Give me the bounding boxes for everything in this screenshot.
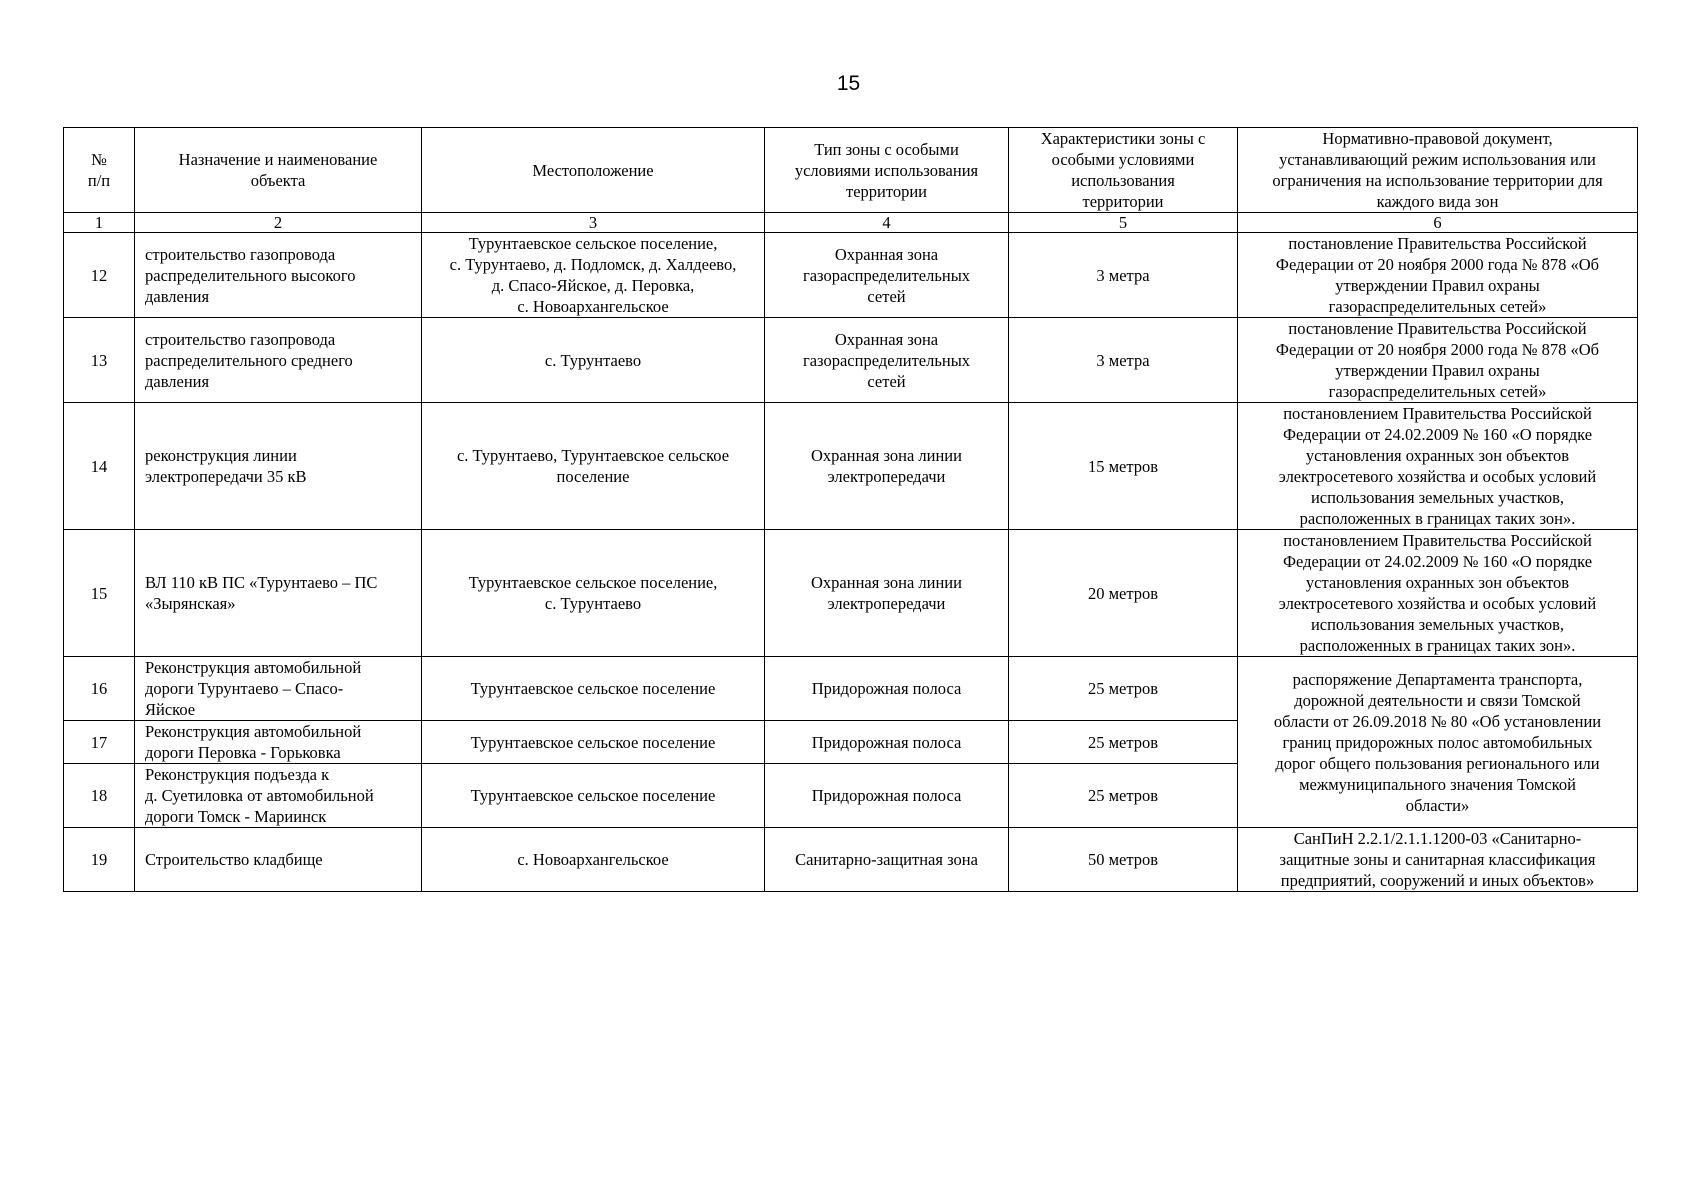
zone-characteristics: 25 метров [1009,657,1238,721]
column-number: 2 [135,213,422,233]
row-number: 17 [64,721,135,764]
row-number: 16 [64,657,135,721]
regulatory-document: постановление Правительства Российской Федерации от 20 ноября 2000 года № 878 «Об утверждении Правил охраны газораспределительных сетей» [1238,318,1638,403]
object-name: Реконструкция автомобильной дороги Турунтаево – Спасо- Яйское [135,657,422,721]
zone-type: Придорожная полоса [765,764,1009,828]
zone-type: Охранная зона газораспределительных сетей [765,233,1009,318]
header-cell-location: Местоположение [422,128,765,213]
zone-type: Охранная зона линии электропередачи [765,403,1009,530]
header-cell-characteristics: Характеристики зоны с особыми условиями использования территории [1009,128,1238,213]
header-cell-name: Назначение и наименование объекта [135,128,422,213]
object-location: с. Турунтаево, Турунтаевское сельское поселение [422,403,765,530]
zone-characteristics: 50 метров [1009,828,1238,892]
object-location: Турунтаевское сельское поселение, с. Турунтаево [422,530,765,657]
regulatory-document: постановлением Правительства Российской Федерации от 24.02.2009 № 160 «О порядке установления охранных зон объектов электросетевого хозяйства и особых условий использования земельных участков, расположенных в границах таких зон». [1238,530,1638,657]
column-number-row [64,213,1638,233]
column-number: 4 [765,213,1009,233]
object-location: Турунтаевское сельское поселение [422,721,765,764]
table-row [64,657,1638,721]
object-location: Турунтаевское сельское поселение [422,764,765,828]
zone-characteristics: 3 метра [1009,318,1238,403]
zone-characteristics: 3 метра [1009,233,1238,318]
row-number: 18 [64,764,135,828]
zone-type: Придорожная полоса [765,657,1009,721]
object-location: Турунтаевское сельское поселение [422,657,765,721]
table-row [64,828,1638,892]
object-name: Реконструкция автомобильной дороги Перовка - Горьковка [135,721,422,764]
row-number: 15 [64,530,135,657]
row-number: 14 [64,403,135,530]
table-row [64,530,1638,657]
object-name: ВЛ 110 кВ ПС «Турунтаево – ПС «Зырянская» [135,530,422,657]
object-name: Реконструкция подъезда к д. Суетиловка от автомобильной дороги Томск - Мариинск [135,764,422,828]
column-number: 6 [1238,213,1638,233]
header-cell-document: Нормативно-правовой документ, устанавливающий режим использования или ограничения на использование территории для каждого вида зон [1238,128,1638,213]
object-location: Турунтаевское сельское поселение, с. Турунтаево, д. Подломск, д. Халдеево, д. Спасо-Яйское, д. Перовка, с. Новоархангельское [422,233,765,318]
zone-characteristics: 25 метров [1009,764,1238,828]
zone-type: Охранная зона линии электропередачи [765,530,1009,657]
table-row [64,318,1638,403]
row-number: 12 [64,233,135,318]
table-row [64,403,1638,530]
column-number: 1 [64,213,135,233]
regulatory-document-merged: распоряжение Департамента транспорта, дорожной деятельности и связи Томской области от 26.09.2018 № 80 «Об установлении границ придорожных полос автомобильных дорог общего пользования регионального или межмуниципального значения Томской области» [1238,657,1638,828]
row-number: 13 [64,318,135,403]
object-name: строительство газопровода распределительного высокого давления [135,233,422,318]
zones-table [63,127,1638,892]
table-header-row [64,128,1638,213]
zone-type: Санитарно-защитная зона [765,828,1009,892]
object-location: с. Турунтаево [422,318,765,403]
object-name: реконструкция линии электропередачи 35 кВ [135,403,422,530]
regulatory-document: постановлением Правительства Российской Федерации от 24.02.2009 № 160 «О порядке установления охранных зон объектов электросетевого хозяйства и особых условий использования земельных участков, расположенных в границах таких зон». [1238,403,1638,530]
regulatory-document: постановление Правительства Российской Федерации от 20 ноября 2000 года № 878 «Об утверждении Правил охраны газораспределительных сетей» [1238,233,1638,318]
regulatory-document: СанПиН 2.2.1/2.1.1.1200-03 «Санитарно- защитные зоны и санитарная классификация предприятий, сооружений и иных объектов» [1238,828,1638,892]
zone-type: Охранная зона газораспределительных сетей [765,318,1009,403]
zone-type: Придорожная полоса [765,721,1009,764]
object-name: Строительство кладбище [135,828,422,892]
header-cell-zone-type: Тип зоны с особыми условиями использования территории [765,128,1009,213]
page-number: 15 [836,72,861,95]
header-cell-number: № п/п [64,128,135,213]
table-row [64,233,1638,318]
zone-characteristics: 15 метров [1009,403,1238,530]
zone-characteristics: 20 метров [1009,530,1238,657]
zone-characteristics: 25 метров [1009,721,1238,764]
column-number: 3 [422,213,765,233]
object-location: с. Новоархангельское [422,828,765,892]
row-number: 19 [64,828,135,892]
object-name: строительство газопровода распределительного среднего давления [135,318,422,403]
column-number: 5 [1009,213,1238,233]
